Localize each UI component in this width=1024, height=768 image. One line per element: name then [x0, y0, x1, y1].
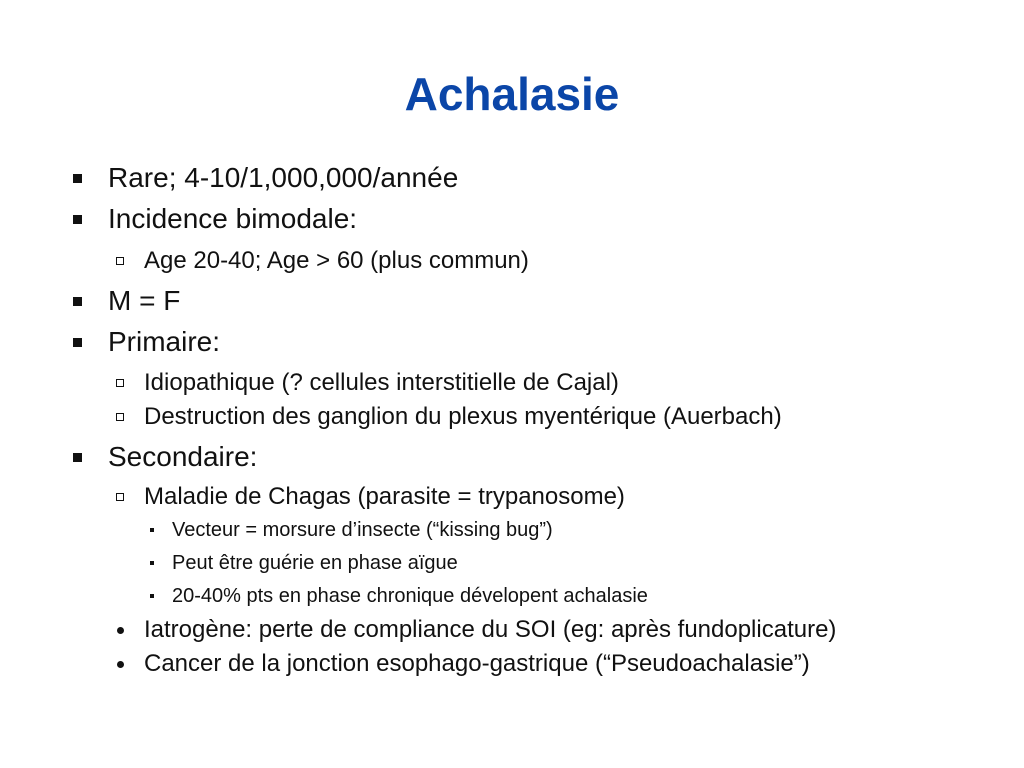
bullet-text: Rare; 4-10/1,000,000/année: [108, 162, 459, 193]
bullet-text: Secondaire:: [108, 441, 258, 472]
bullet-item: [108, 162, 458, 194]
bullet-text: Iatrogène: perte de compliance du SOI (eg: après fundoplicature): [144, 616, 837, 643]
bullet-item: [144, 369, 619, 397]
filled-square-bullet-icon: [73, 338, 82, 347]
bullet-text: Primaire:: [108, 326, 221, 357]
small-square-bullet-icon: [150, 561, 154, 565]
filled-square-bullet-icon: [73, 453, 82, 462]
small-square-bullet-icon: [150, 594, 154, 598]
hollow-square-bullet-icon: [116, 493, 124, 501]
bullet-item: [144, 616, 836, 644]
filled-square-bullet-icon: [73, 215, 82, 224]
bullet-text: Idiopathique (? cellules interstitielle de Cajal): [144, 369, 619, 396]
bullet-item: [108, 203, 357, 235]
bullet-text: M = F: [108, 285, 181, 316]
bullet-text: Maladie de Chagas (parasite = trypanosome): [144, 483, 625, 510]
bullet-item: [144, 650, 810, 678]
slide-title: Achalasie: [404, 68, 620, 120]
bullet-item: [172, 519, 553, 542]
hollow-square-bullet-icon: [116, 413, 124, 421]
bullet-text: Incidence bimodale:: [108, 203, 358, 234]
round-bullet-icon: [117, 627, 124, 634]
bullet-text: Cancer de la jonction esophago-gastrique (“Pseudoachalasie”): [144, 650, 810, 677]
bullet-item: [172, 552, 458, 575]
bullet-text: Age 20-40; Age > 60 (plus commun): [144, 247, 529, 274]
bullet-text: Destruction des ganglion du plexus myentérique (Auerbach): [144, 403, 782, 430]
bullet-item: [108, 441, 257, 473]
bullet-text: Peut être guérie en phase aïgue: [172, 552, 458, 574]
bullet-text: Vecteur = morsure d’insecte (“kissing bug”): [172, 519, 553, 541]
bullet-item: [144, 483, 625, 511]
bullet-item: [144, 403, 782, 431]
bullet-item: [108, 326, 220, 358]
bullet-item: [172, 585, 648, 608]
filled-square-bullet-icon: [73, 297, 82, 306]
bullet-item: [144, 247, 529, 275]
filled-square-bullet-icon: [73, 174, 82, 183]
bullet-text: 20-40% pts en phase chronique dévelopent achalasie: [172, 585, 648, 607]
hollow-square-bullet-icon: [116, 379, 124, 387]
small-square-bullet-icon: [150, 528, 154, 532]
bullet-item: [108, 285, 180, 317]
hollow-square-bullet-icon: [116, 257, 124, 265]
round-bullet-icon: [117, 661, 124, 668]
